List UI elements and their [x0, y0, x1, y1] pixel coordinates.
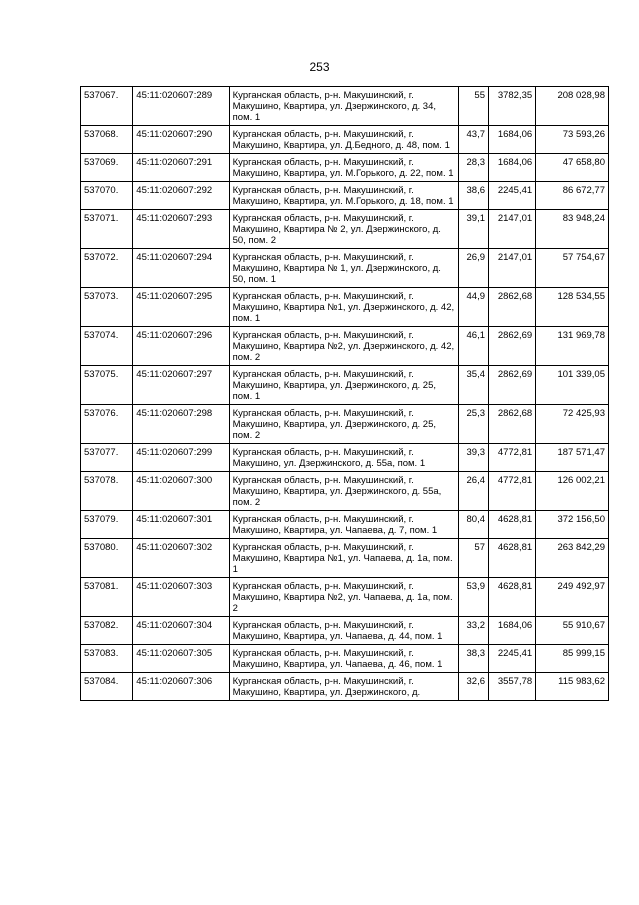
cadastral-number-cell: 45:11:020607:298 — [133, 405, 229, 444]
cadastral-value-cell: 208 028,98 — [536, 87, 609, 126]
area-cell: 28,3 — [459, 154, 489, 182]
table-row — [81, 288, 609, 327]
cadastral-number-cell: 45:11:020607:296 — [133, 327, 229, 366]
area-cell: 46,1 — [459, 327, 489, 366]
rate-cell: 1684,06 — [489, 154, 536, 182]
rate-cell: 2147,01 — [489, 210, 536, 249]
area-cell: 57 — [459, 539, 489, 578]
cadastral-value-cell: 85 999,15 — [536, 645, 609, 673]
table-row — [81, 327, 609, 366]
row-number-cell: 537080. — [81, 539, 133, 578]
address-cell: Курганская область, р-н. Макушинский, г. Макушино, Квартира, ул. Д.Бедного, д. 48, пом. 1 — [229, 126, 459, 154]
row-number-cell: 537082. — [81, 617, 133, 645]
table-row — [81, 539, 609, 578]
cadastral-number-cell: 45:11:020607:303 — [133, 578, 229, 617]
address-cell: Курганская область, р-н. Макушинский, г. Макушино, Квартира №1, ул. Дзержинского, д. 42, пом. 1 — [229, 288, 459, 327]
address-cell: Курганская область, р-н. Макушинский, г. Макушино, Квартира №2, ул. Дзержинского, д. 42, пом. 2 — [229, 327, 459, 366]
row-number-cell: 537067. — [81, 87, 133, 126]
address-cell: Курганская область, р-н. Макушинский, г. Макушино, Квартира №1, ул. Чапаева, д. 1а, пом. 1 — [229, 539, 459, 578]
area-cell: 80,4 — [459, 511, 489, 539]
cadastral-number-cell: 45:11:020607:289 — [133, 87, 229, 126]
table-row — [81, 366, 609, 405]
rate-cell: 2245,41 — [489, 182, 536, 210]
cadastral-value-cell: 83 948,24 — [536, 210, 609, 249]
rate-cell: 1684,06 — [489, 617, 536, 645]
area-cell: 38,3 — [459, 645, 489, 673]
rate-cell: 4628,81 — [489, 539, 536, 578]
area-cell: 44,9 — [459, 288, 489, 327]
address-cell: Курганская область, р-н. Макушинский, г. Макушино, Квартира № 1, ул. Дзержинского, д. 50, пом. 1 — [229, 249, 459, 288]
cadastral-number-cell: 45:11:020607:301 — [133, 511, 229, 539]
table-row — [81, 617, 609, 645]
cadastral-value-cell: 55 910,67 — [536, 617, 609, 645]
cadastral-number-cell: 45:11:020607:291 — [133, 154, 229, 182]
table-row — [81, 182, 609, 210]
table-row — [81, 154, 609, 182]
page-number: 253 — [309, 60, 330, 74]
table-row — [81, 511, 609, 539]
table-row — [81, 405, 609, 444]
row-number-cell: 537069. — [81, 154, 133, 182]
cadastral-value-cell: 73 593,26 — [536, 126, 609, 154]
area-cell: 38,6 — [459, 182, 489, 210]
row-number-cell: 537076. — [81, 405, 133, 444]
cadastral-number-cell: 45:11:020607:306 — [133, 673, 229, 701]
rate-cell: 4772,81 — [489, 444, 536, 472]
cadastral-value-cell: 263 842,29 — [536, 539, 609, 578]
table-row — [81, 126, 609, 154]
table-row — [81, 645, 609, 673]
rate-cell: 3782,35 — [489, 87, 536, 126]
cadastral-value-cell: 249 492,97 — [536, 578, 609, 617]
address-cell: Курганская область, р-н. Макушинский, г. Макушино, Квартира, ул. М.Горького, д. 22, пом. 1 — [229, 154, 459, 182]
area-cell: 32,6 — [459, 673, 489, 701]
cadastral-value-cell: 131 969,78 — [536, 327, 609, 366]
cadastral-value-cell: 101 339,05 — [536, 366, 609, 405]
row-number-cell: 537077. — [81, 444, 133, 472]
cadastral-value-cell: 372 156,50 — [536, 511, 609, 539]
row-number-cell: 537073. — [81, 288, 133, 327]
row-number-cell: 537071. — [81, 210, 133, 249]
cadastral-value-cell: 86 672,77 — [536, 182, 609, 210]
rate-cell: 2862,69 — [489, 327, 536, 366]
area-cell: 39,1 — [459, 210, 489, 249]
row-number-cell: 537075. — [81, 366, 133, 405]
address-cell: Курганская область, р-н. Макушинский, г. Макушино, Квартира, ул. Дзержинского, д. 55а, пом. 2 — [229, 472, 459, 511]
row-number-cell: 537084. — [81, 673, 133, 701]
address-cell: Курганская область, р-н. Макушинский, г. Макушино, Квартира, ул. Дзержинского, д. 25, пом. 2 — [229, 405, 459, 444]
row-number-cell: 537079. — [81, 511, 133, 539]
table-row — [81, 249, 609, 288]
area-cell: 35,4 — [459, 366, 489, 405]
row-number-cell: 537072. — [81, 249, 133, 288]
table-row — [81, 210, 609, 249]
cadastral-number-cell: 45:11:020607:294 — [133, 249, 229, 288]
area-cell: 26,9 — [459, 249, 489, 288]
table-row — [81, 87, 609, 126]
cadastral-value-cell: 115 983,62 — [536, 673, 609, 701]
rate-cell: 2147,01 — [489, 249, 536, 288]
row-number-cell: 537081. — [81, 578, 133, 617]
cadastral-number-cell: 45:11:020607:300 — [133, 472, 229, 511]
address-cell: Курганская область, р-н. Макушинский, г. Макушино, Квартира, ул. М.Горького, д. 18, пом. 1 — [229, 182, 459, 210]
area-cell: 25,3 — [459, 405, 489, 444]
address-cell: Курганская область, р-н. Макушинский, г. Макушино, Квартира, ул. Дзержинского, д. 25, пом. 1 — [229, 366, 459, 405]
cadastral-number-cell: 45:11:020607:304 — [133, 617, 229, 645]
cadastral-number-cell: 45:11:020607:305 — [133, 645, 229, 673]
cadastral-value-cell: 57 754,67 — [536, 249, 609, 288]
cadastral-number-cell: 45:11:020607:302 — [133, 539, 229, 578]
cadastral-number-cell: 45:11:020607:292 — [133, 182, 229, 210]
rate-cell: 1684,06 — [489, 126, 536, 154]
area-cell: 39,3 — [459, 444, 489, 472]
row-number-cell: 537070. — [81, 182, 133, 210]
area-cell: 33,2 — [459, 617, 489, 645]
rate-cell: 3557,78 — [489, 673, 536, 701]
row-number-cell: 537083. — [81, 645, 133, 673]
cadastral-value-cell: 72 425,93 — [536, 405, 609, 444]
address-cell: Курганская область, р-н. Макушинский, г. Макушино, Квартира, ул. Чапаева, д. 44, пом. 1 — [229, 617, 459, 645]
registry-table — [80, 86, 609, 701]
row-number-cell: 537074. — [81, 327, 133, 366]
address-cell: Курганская область, р-н. Макушинский, г. Макушино, Квартира № 2, ул. Дзержинского, д. 50, пом. 2 — [229, 210, 459, 249]
address-cell: Курганская область, р-н. Макушинский, г. Макушино, Квартира, ул. Чапаева, д. 7, пом. 1 — [229, 511, 459, 539]
cadastral-number-cell: 45:11:020607:290 — [133, 126, 229, 154]
address-cell: Курганская область, р-н. Макушинский, г. Макушино, Квартира №2, ул. Чапаева, д. 1а, пом. 2 — [229, 578, 459, 617]
cadastral-value-cell: 47 658,80 — [536, 154, 609, 182]
table-row — [81, 578, 609, 617]
cadastral-value-cell: 187 571,47 — [536, 444, 609, 472]
table-row — [81, 673, 609, 701]
rate-cell: 4628,81 — [489, 511, 536, 539]
rate-cell: 2862,68 — [489, 288, 536, 327]
cadastral-value-cell: 126 002,21 — [536, 472, 609, 511]
cadastral-number-cell: 45:11:020607:295 — [133, 288, 229, 327]
row-number-cell: 537068. — [81, 126, 133, 154]
row-number-cell: 537078. — [81, 472, 133, 511]
rate-cell: 2862,69 — [489, 366, 536, 405]
registry-table-body — [81, 87, 609, 701]
cadastral-number-cell: 45:11:020607:299 — [133, 444, 229, 472]
area-cell: 43,7 — [459, 126, 489, 154]
address-cell: Курганская область, р-н. Макушинский, г. Макушино, Квартира, ул. Чапаева, д. 46, пом. 1 — [229, 645, 459, 673]
rate-cell: 2245,41 — [489, 645, 536, 673]
cadastral-value-cell: 128 534,55 — [536, 288, 609, 327]
rate-cell: 4772,81 — [489, 472, 536, 511]
address-cell: Курганская область, р-н. Макушинский, г. Макушино, ул. Дзержинского, д. 55а, пом. 1 — [229, 444, 459, 472]
rate-cell: 2862,68 — [489, 405, 536, 444]
table-row — [81, 472, 609, 511]
rate-cell: 4628,81 — [489, 578, 536, 617]
area-cell: 26,4 — [459, 472, 489, 511]
cadastral-number-cell: 45:11:020607:293 — [133, 210, 229, 249]
address-cell: Курганская область, р-н. Макушинский, г. Макушино, Квартира, ул. Дзержинского, д. 34, пом. 1 — [229, 87, 459, 126]
table-row — [81, 444, 609, 472]
address-cell: Курганская область, р-н. Макушинский, г. Макушино, Квартира, ул. Дзержинского, д. — [229, 673, 459, 701]
area-cell: 55 — [459, 87, 489, 126]
area-cell: 53,9 — [459, 578, 489, 617]
cadastral-number-cell: 45:11:020607:297 — [133, 366, 229, 405]
